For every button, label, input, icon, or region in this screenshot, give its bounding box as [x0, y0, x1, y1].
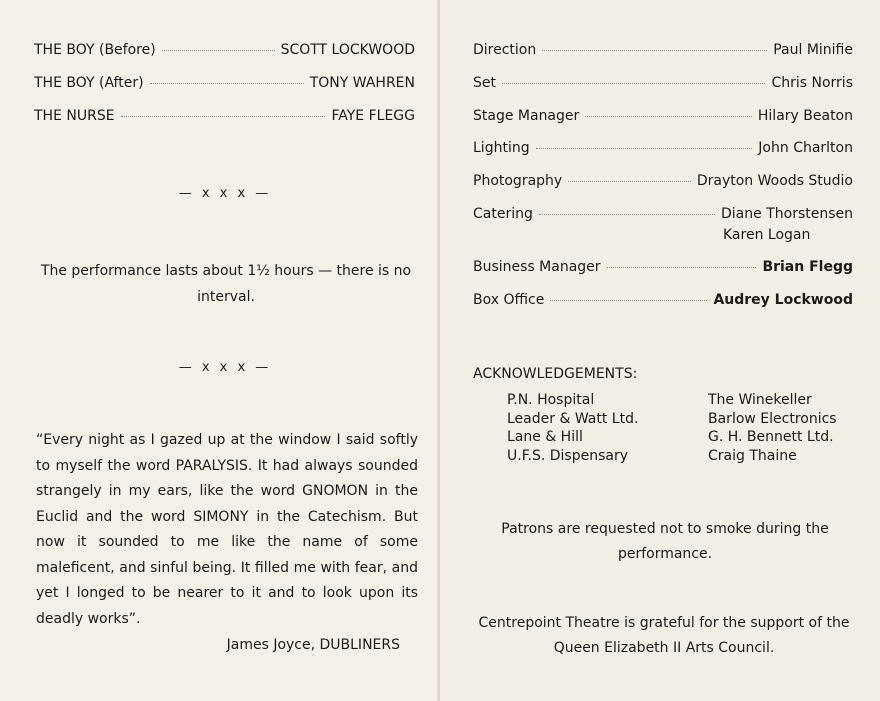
crew-name: Audrey Lockwood: [713, 292, 853, 308]
crew-name: John Charlton: [758, 140, 853, 156]
crew-row: [473, 75, 853, 91]
cast-row: [34, 42, 415, 58]
dot-leader: [542, 50, 767, 51]
section-divider: — x x x —: [178, 360, 272, 375]
crew-row: [473, 42, 853, 58]
crew-role: Set: [473, 75, 496, 91]
crew-row: [473, 108, 853, 124]
acknowledgement-item: Leader & Watt Ltd.: [507, 410, 639, 427]
acknowledgement-item: Barlow Electronics: [708, 410, 837, 427]
smoking-notice: Patrons are requested not to smoke during the performance.: [501, 521, 829, 562]
crew-name: Diane Thorstensen: [721, 206, 853, 222]
acknowledgement-item: The Winekeller: [708, 392, 812, 408]
acknowledgements-heading: ACKNOWLEDGEMENTS:: [473, 366, 638, 382]
quote-text: “Every night as I gazed up at the window I said softly to myself the word PARALYSIS. It had always sounded strangely in my ears, like the word GNOMON in the Euclid and the word SIMONY in the Catechism. But now it sounded to me like the name of some maleficent, and sinful being. It filled me with fear, and yet I longed to be nearer to it and to look upon its deadly works”.: [36, 432, 418, 627]
crew-name: Brian Flegg: [762, 259, 853, 275]
cast-row: [34, 75, 415, 91]
crew-name: Paul Minifie: [773, 42, 853, 58]
dot-leader: [121, 116, 326, 117]
acknowledgement-item: U.F.S. Dispensary: [507, 447, 628, 464]
dot-leader: [162, 50, 275, 51]
dot-leader: [568, 181, 691, 182]
crew-role: Direction: [473, 42, 537, 58]
acknowledgement-item: Lane & Hill: [507, 429, 583, 445]
cast-name: FAYE FLEGG: [331, 108, 415, 124]
right-page: [440, 0, 880, 701]
crew-name: Hilary Beaton: [757, 108, 853, 124]
dot-leader: [539, 214, 715, 215]
acknowledgement-item: P.N. Hospital: [507, 392, 595, 408]
crew-role: Photography: [473, 173, 563, 189]
crew-row: [473, 140, 853, 156]
crew-role: Lighting: [473, 140, 530, 156]
quote-source: James Joyce, DUBLINERS: [226, 637, 400, 653]
crew-role: Business Manager: [473, 259, 601, 275]
acknowledgement-item: Craig Thaine: [708, 447, 797, 464]
crew-row: [473, 259, 853, 275]
dot-leader: [550, 300, 707, 301]
dot-leader: [150, 83, 304, 84]
crew-role: Box Office: [473, 292, 545, 308]
acknowledgements-left-column: [507, 391, 638, 465]
dot-leader: [502, 83, 765, 84]
duration-note: The performance lasts about 1½ hours — there is no interval.: [40, 263, 412, 305]
cast-name: SCOTT LOCKWOOD: [280, 42, 415, 58]
crew-row: [473, 206, 853, 222]
crew-extra-name: Karen Logan: [723, 227, 811, 243]
dot-leader: [536, 148, 753, 149]
crew-name: Drayton Woods Studio: [696, 173, 853, 189]
support-notice: Centrepoint Theatre is grateful for the support of the Queen Elizabeth II Arts Council.: [478, 615, 850, 656]
cast-name: TONY WAHREN: [309, 75, 415, 91]
acknowledgements-right-column: [708, 391, 837, 465]
crew-role: Stage Manager: [473, 108, 580, 124]
cast-role: THE BOY (Before): [34, 42, 156, 58]
dot-leader: [585, 116, 752, 117]
crew-name: Chris Norris: [771, 75, 853, 91]
cast-row: [34, 108, 415, 124]
cast-role: THE BOY (After): [34, 75, 144, 91]
acknowledgement-item: G. H. Bennett Ltd.: [708, 429, 834, 445]
crew-row: [473, 173, 853, 189]
section-divider: — x x x —: [178, 186, 272, 201]
cast-role: THE NURSE: [34, 108, 115, 124]
dot-leader: [607, 267, 757, 268]
crew-row: [473, 292, 853, 308]
crew-role: Catering: [473, 206, 533, 222]
